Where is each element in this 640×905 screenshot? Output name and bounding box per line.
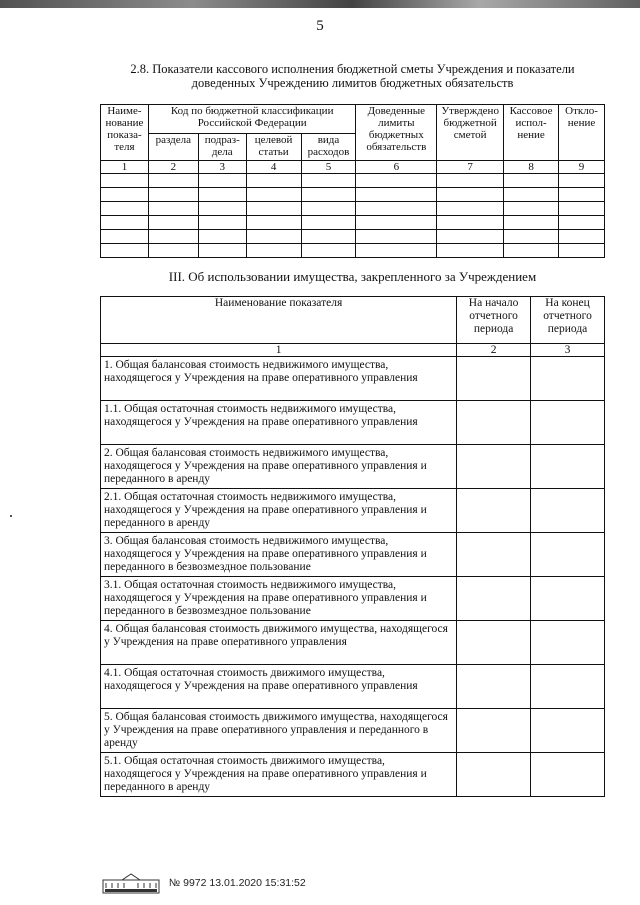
section-3-title: III. Об использовании имущества, закрепленного за Учреждением xyxy=(168,269,537,284)
indicator-name: 5.1. Общая остаточная стоимость движимого имущества, находящегося у Учреждения на праве оперативного управления и переданного в аренду xyxy=(101,753,457,797)
column-number: 3 xyxy=(198,161,246,174)
header-budget-code: Код по бюджетной классификации Российской Федерации xyxy=(148,105,356,134)
property-usage-table xyxy=(100,296,605,797)
indicator-name: 2.1. Общая остаточная стоимость недвижимого имущества, находящегося у Учреждения на праве оперативного управления и переданного в аренду xyxy=(101,489,457,533)
header-target-article: целевой статьи xyxy=(246,134,301,161)
header-indicator: Наименование показателя xyxy=(101,297,457,344)
header-indicator-name: Наиме-нование показа-теля xyxy=(101,105,149,161)
table-row xyxy=(101,753,605,797)
indicator-name: 1.1. Общая остаточная стоимость недвижимого имущества, находящегося у Учреждения на праве оперативного управления xyxy=(101,401,457,445)
table-row xyxy=(101,445,605,489)
column-number: 5 xyxy=(301,161,356,174)
document-registration-info: № 9972 13.01.2020 15:31:52 xyxy=(168,877,306,889)
column-number: 6 xyxy=(356,161,437,174)
column-number: 9 xyxy=(559,161,605,174)
column-number: 2 xyxy=(148,161,198,174)
column-number: 8 xyxy=(504,161,559,174)
column-number: 4 xyxy=(246,161,301,174)
indicator-name: 1. Общая балансовая стоимость недвижимого имущества, находящегося у Учреждения на праве оперативного управления xyxy=(101,357,457,401)
header-section: раздела xyxy=(148,134,198,161)
table-row xyxy=(101,533,605,577)
indicator-name: 4. Общая балансовая стоимость движимого имущества, находящегося у Учреждения на праве оперативного управления xyxy=(101,621,457,665)
header-limits: Доведенные лимиты бюджетных обязательств xyxy=(356,105,437,161)
table-row xyxy=(101,665,605,709)
table-row xyxy=(101,230,605,244)
header-cash-execution: Кассовое испол-нение xyxy=(504,105,559,161)
header-period-end: На конец отчетного периода xyxy=(531,297,605,344)
section-28-title: 2.8. Показатели кассового исполнения бюджетной сметы Учреждения и показатели доведенных Учреждению лимитов бюджетных обязательств xyxy=(130,62,575,90)
scan-dot xyxy=(10,515,12,517)
header-deviation: Откло-нение xyxy=(559,105,605,161)
budget-execution-table xyxy=(100,104,605,258)
table-row xyxy=(101,244,605,258)
header-subsection: подраз-дела xyxy=(198,134,246,161)
column-number: 7 xyxy=(437,161,504,174)
table-row xyxy=(101,202,605,216)
indicator-name: 4.1. Общая остаточная стоимость движимого имущества, находящегося у Учреждения на праве оперативного управления xyxy=(101,665,457,709)
table-row xyxy=(101,709,605,753)
table-row xyxy=(101,188,605,202)
document-footer xyxy=(102,872,306,894)
indicator-name: 2. Общая балансовая стоимость недвижимого имущества, находящегося у Учреждения на праве оперативного управления и переданного в аренду xyxy=(101,445,457,489)
column-number: 1 xyxy=(101,161,149,174)
scan-edge xyxy=(0,0,640,8)
indicator-name: 5. Общая балансовая стоимость движимого имущества, находящегося у Учреждения на праве оперативного управления и переданного в аренду xyxy=(101,709,457,753)
registry-stamp-icon xyxy=(102,872,160,894)
table-row xyxy=(101,357,605,401)
table-row xyxy=(101,174,605,188)
column-number: 3 xyxy=(531,344,605,357)
table-row xyxy=(101,401,605,445)
table-row xyxy=(101,577,605,621)
table-row xyxy=(101,216,605,230)
column-number: 2 xyxy=(457,344,531,357)
table-row xyxy=(101,621,605,665)
indicator-name: 3.1. Общая остаточная стоимость недвижимого имущества, находящегося у Учреждения на праве оперативного управления и переданного в безвозмездное пользование xyxy=(101,577,457,621)
header-period-start: На начало отчетного периода xyxy=(457,297,531,344)
column-number: 1 xyxy=(101,344,457,357)
indicator-name: 3. Общая балансовая стоимость недвижимого имущества, находящегося у Учреждения на праве оперативного управления и переданного в безвозмездное пользование xyxy=(101,533,457,577)
header-expense-type: вида расходов xyxy=(301,134,356,161)
page-number: 5 xyxy=(316,18,324,34)
table-row xyxy=(101,489,605,533)
header-approved: Утверждено бюджетной сметой xyxy=(437,105,504,161)
